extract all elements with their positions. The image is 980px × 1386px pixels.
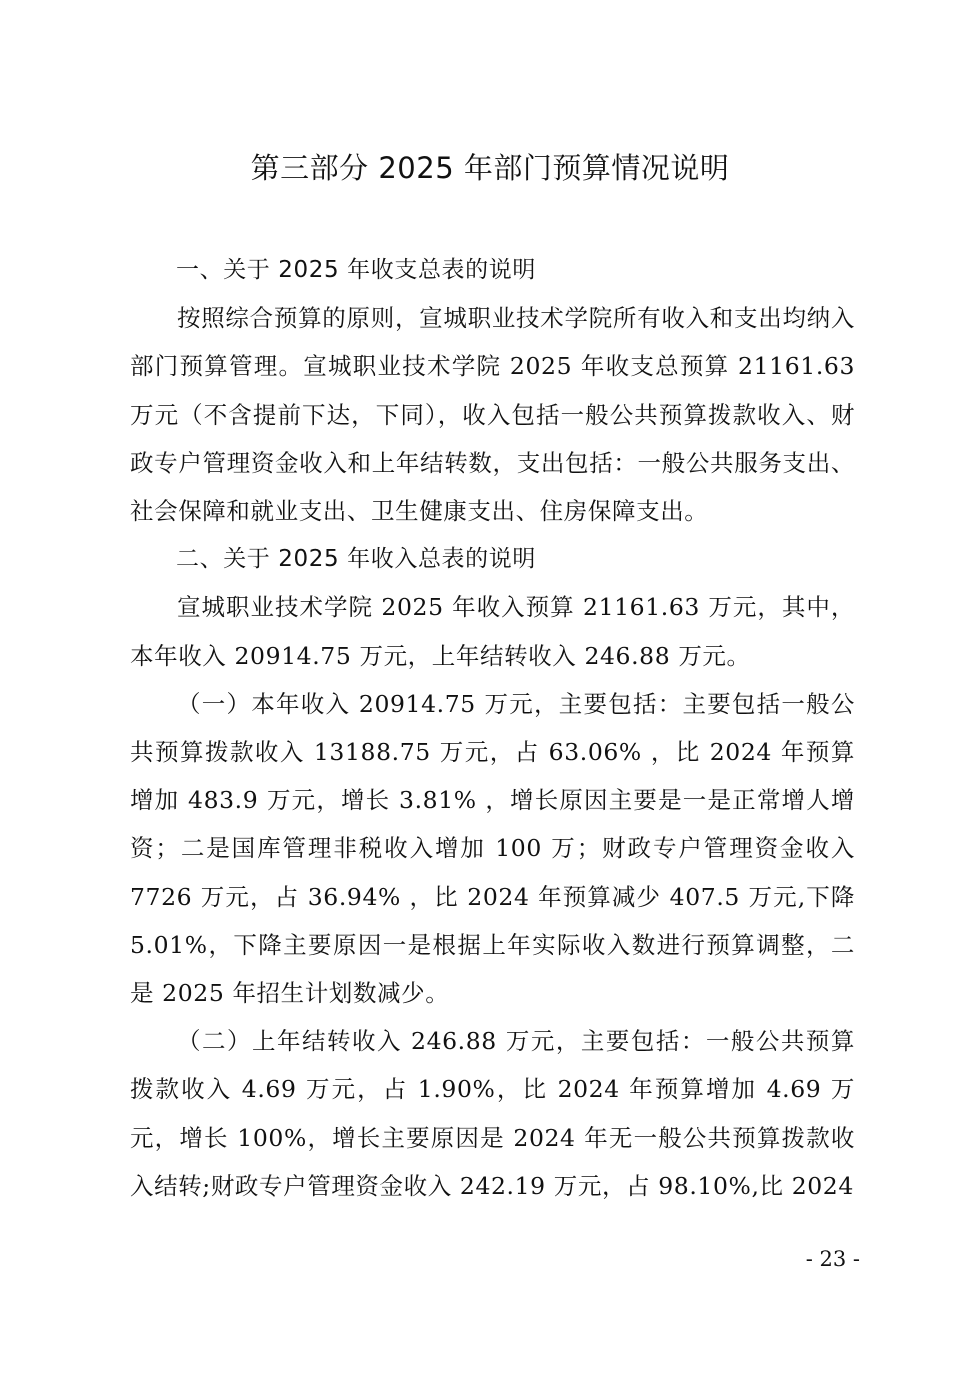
page-number: - 23 - <box>805 1247 860 1271</box>
page-title: 第三部分 2025 年部门预算情况说明 <box>250 151 730 185</box>
document-body <box>130 246 855 1210</box>
paragraph-1: 按照综合预算的原则，宣城职业技术学院所有收入和支出均纳入部门预算管理。宣城职业技术学院 2025 年收支总预算 21161.63 万元（不含提前下达，下同），收入包括一般公共预算拨款收入、财政专户管理资金收入和上年结转数，支出包括：一般公共服务支出、社会保障和就业支出、卫生健康支出、住房保障支出。 <box>130 304 855 526</box>
paragraph-4: （二）上年结转收入 246.88 万元，主要包括：一般公共预算拨款收入 4.69 万元，占 1.90%，比 2024 年预算增加 4.69 万元，增长 100%，增长主要原因是 2024 年无一般公共预算拨款收入结转;财政专户管理资金收入 242.19 万元，占 98.10%,比 2024 <box>130 1027 855 1200</box>
section-heading-2: 二、关于 2025 年收入总表的说明 <box>176 546 536 573</box>
paragraph-2: 宣城职业技术学院 2025 年收入预算 21161.63 万元，其中，本年收入 20914.75 万元，上年结转收入 246.88 万元。 <box>130 593 855 670</box>
paragraph-3: （一）本年收入 20914.75 万元，主要包括：主要包括一般公共预算拨款收入 13188.75 万元，占 63.06% ，比 2024 年预算增加 483.9 万元，增长 3.81% ，增长原因主要是一是正常增人增资；二是国库管理非税收入增加 100 万；财政专户管理资金收入 7726 万元，占 36.94% ，比 2024 年预算减少 407.5 万元,下降 5.01%，下降主要原因一是根据上年实际收入数进行预算调整，二是 2025 年招生计划数减少。 <box>130 689 855 1008</box>
section-heading-1: 一、关于 2025 年收支总表的说明 <box>176 257 536 283</box>
